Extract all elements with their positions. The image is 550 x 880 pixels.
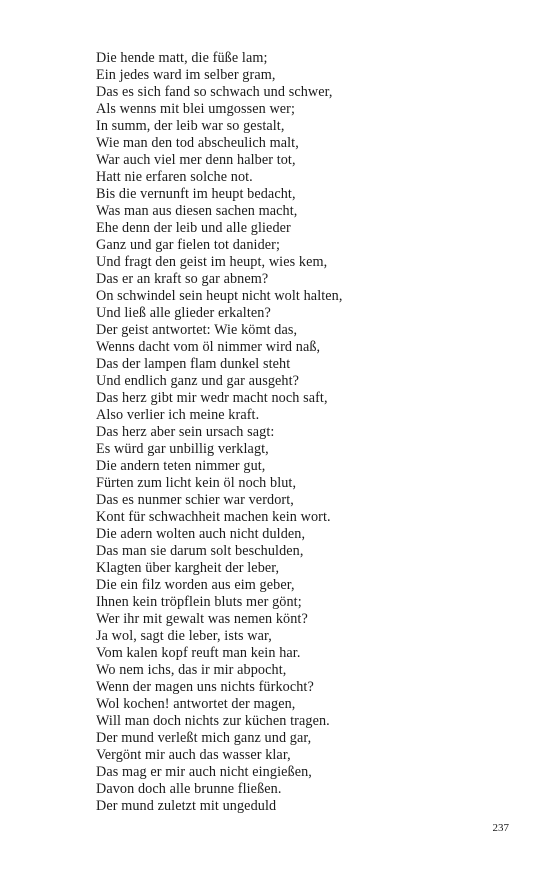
poem-line: In summ, der leib war so gestalt, [96, 118, 285, 134]
poem-line: Ja wol, sagt die leber, ists war, [96, 628, 272, 644]
poem-line: Ehe denn der leib und alle glieder [96, 220, 291, 236]
poem-line: Das mag er mir auch nicht eingießen, [96, 764, 312, 780]
poem-line: Bis die vernunft im heupt bedacht, [96, 186, 296, 202]
poem-line: War auch viel mer denn halber tot, [96, 152, 296, 168]
poem-line: Wer ihr mit gewalt was nemen könt? [96, 611, 308, 627]
poem-line: Will man doch nichts zur küchen tragen. [96, 713, 330, 729]
poem-line: Klagten über kargheit der leber, [96, 560, 280, 576]
poem-line: Wol kochen! antwortet der magen, [96, 696, 296, 712]
poem-line: On schwindel sein heupt nicht wolt halten, [96, 288, 343, 304]
poem-line: Und endlich ganz und gar ausgeht? [96, 373, 300, 389]
poem-line: Die hende matt, die füße lam; [96, 50, 268, 66]
poem-text [96, 50, 516, 815]
poem-line: Ganz und gar fielen tot danider; [96, 237, 281, 253]
poem-line: Und ließ alle glieder erkalten? [96, 305, 271, 321]
poem-line: Also verlier ich meine kraft. [96, 407, 260, 423]
poem-line: Das herz gibt mir wedr macht noch saft, [96, 390, 328, 406]
poem-line: Als wenns mit blei umgossen wer; [96, 101, 296, 117]
page-number: 237 [492, 822, 509, 834]
poem-line: Wenn der magen uns nichts fürkocht? [96, 679, 314, 695]
poem-line: Was man aus diesen sachen macht, [96, 203, 298, 219]
poem-line: Es würd gar unbillig verklagt, [96, 441, 269, 457]
poem-line: Der mund zuletzt mit ungeduld [96, 798, 277, 814]
poem-line: Vom kalen kopf reuft man kein har. [96, 645, 301, 661]
poem-line: Das der lampen flam dunkel steht [96, 356, 291, 372]
poem-line: Die adern wolten auch nicht dulden, [96, 526, 306, 542]
poem-line: Wo nem ichs, das ir mir abpocht, [96, 662, 287, 678]
poem-line: Wie man den tod abscheulich malt, [96, 135, 299, 151]
poem-line: Wenns dacht vom öl nimmer wird naß, [96, 339, 321, 355]
poem-line: Fürten zum licht kein öl noch blut, [96, 475, 297, 491]
poem-line: Die andern teten nimmer gut, [96, 458, 266, 474]
poem-line: Das man sie darum solt beschulden, [96, 543, 304, 559]
poem-line: Das er an kraft so gar abnem? [96, 271, 269, 287]
poem-line: Ihnen kein tröpflein bluts mer gönt; [96, 594, 302, 610]
poem-line: Und fragt den geist im heupt, wies kem, [96, 254, 328, 270]
poem-line: Die ein filz worden aus eim geber, [96, 577, 295, 593]
poem-line: Der mund verleßt mich ganz und gar, [96, 730, 312, 746]
poem-line: Ein jedes ward im selber gram, [96, 67, 276, 83]
poem-line: Das herz aber sein ursach sagt: [96, 424, 275, 440]
poem-line: Der geist antwortet: Wie kömt das, [96, 322, 298, 338]
poem-line: Das es sich fand so schwach und schwer, [96, 84, 333, 100]
poem-line: Hatt nie erfaren solche not. [96, 169, 253, 185]
poem-line: Kont für schwachheit machen kein wort. [96, 509, 331, 525]
poem-line: Davon doch alle brunne fließen. [96, 781, 282, 797]
poem-line: Das es nunmer schier war verdort, [96, 492, 294, 508]
poem-line: Vergönt mir auch das wasser klar, [96, 747, 291, 763]
